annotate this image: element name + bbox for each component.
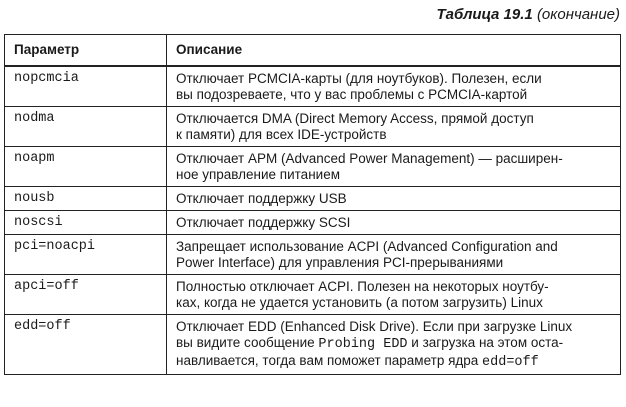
table-header-row [5,35,621,67]
desc-text: навливается, тогда вам поможет параметр ядра [176,353,483,368]
desc-line: Отключает поддержку SCSI [176,215,351,230]
desc-line: Отключает поддержку USB [176,191,347,206]
table-row [5,66,621,107]
desc-cell [167,315,621,375]
desc-cell [167,107,621,147]
param-cell: noapm [5,147,167,187]
table-row [5,211,621,235]
desc-line: вы подозреваете, что у вас проблемы с PCMCIA-картой [176,87,528,102]
desc-line [176,335,611,353]
table-caption [436,6,620,23]
desc-cell [167,275,621,315]
table-row [5,315,621,375]
param-cell: noscsi [5,211,167,235]
param-cell: nousb [5,187,167,211]
header-description: Описание [167,35,621,67]
inline-code: Probing EDD [318,337,408,352]
desc-line: Отключается DMA (Direct Memory Access, прямой доступ [176,111,534,126]
desc-line: ках, когда не удается установить (а потом загрузить) Linux [176,295,543,310]
desc-line: к памяти) для всех IDE-устройств [176,127,387,142]
desc-cell [167,66,621,107]
desc-line: Power Interface) для управления PCI-прерываниями [176,255,504,270]
header-parameter: Параметр [5,35,167,67]
caption-number: Таблица 19.1 [436,6,533,23]
table-row [5,147,621,187]
table-row [5,235,621,275]
table-row [5,187,621,211]
table-row [5,275,621,315]
desc-cell [167,235,621,275]
desc-line: Отключает EDD (Enhanced Disk Drive). Если при загрузке Linux [176,319,573,334]
param-cell: nopcmcia [5,66,167,107]
inline-code: edd=off [482,355,539,370]
param-cell: edd=off [5,315,167,375]
desc-text: вы видите сообщение [176,335,319,350]
desc-cell [167,211,621,235]
parameters-table [4,34,621,375]
desc-text: и загрузка на этом оста- [407,335,564,350]
desc-line: Отключает APM (Advanced Power Management) — расширен- [176,151,563,166]
desc-line: ное управление питанием [176,167,340,182]
desc-cell [167,187,621,211]
desc-line: Отключает PCMCIA-карты (для ноутбуков). Полезен, если [176,71,542,86]
caption-note: (окончание) [536,6,620,23]
param-cell: apci=off [5,275,167,315]
param-cell: pci=noacpi [5,235,167,275]
desc-line: Полностью отключает ACPI. Полезен на некоторых ноутбу- [176,279,549,294]
param-cell: nodma [5,107,167,147]
desc-cell [167,147,621,187]
desc-line [176,353,611,371]
desc-line: Запрещает использование ACPI (Advanced Configuration and [176,239,558,254]
table-row [5,107,621,147]
